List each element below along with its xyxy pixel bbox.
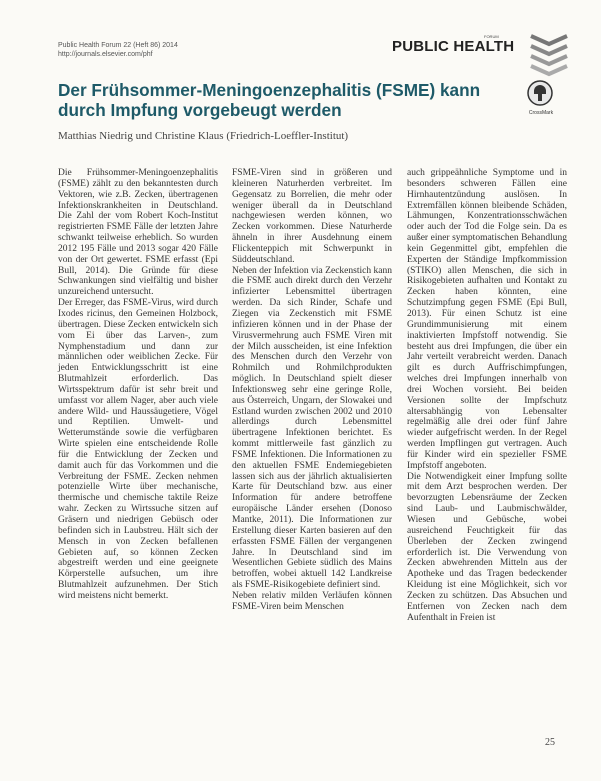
paragraph: auch grippeähnliche Symptome und in besonders schweren Fällen eine Hirnhautentzündung auslösen. In Extremfällen können bleibende Schäden, Lähmungen, Konzentrationsschwächen oder auch der Tod die Folge sein. Da es außer einer symptomatischen Behandlung kein Gegenmittel gibt, empfehlen die Experten der Ständige Impfkommission (STIKO) allen Menschen, die sich in Risikogebieten aufhalten und Kontakt zu Zecken haben könnten, eine Schutzimpfung gegen FSME (Epi Bull, 2013). Für einen Schutz ist eine Grundimmunisierung mit einem inaktivierten Impfstoff notwendig. Sie besteht aus drei Impfungen, die über ein Jahr verteilt verabreicht werden. Danach gilt es durch Auffrischimpfungen, welches drei Impfungen innerhalb von drei Wochen vorsieht. Bei beiden Versionen sollte der Impfschutz altersabhängig von Lebensalter regelmäßig alle drei oder fünf Jahre wieder aufgefrischt werden. In der Regel werden Impflingen gut vertragen. Auch für Kinder wird ein spezieller FSME Impfstoff angeboten.	[407, 168, 567, 471]
paragraph: Die Frühsommer-Meningoenzephalitis (FSME) zählt zu den bekanntesten durch Vektoren, wie z.B. Zecken, übertragenen Infektionskrankheiten in Deutschland. Die Zahl der vom Robert Koch-Institut registrierten FSME Fälle der letzten Jahre schwankt teilweise erheblich. So wurden 2012 195 Fälle und 2013 sogar 420 Fälle von der Ort gewertet. FSME erfasst (Epi Bull, 2014). Die Gründe für diese Schwankungen sind vielfältig und bisher unzureichend untersucht.	[58, 168, 218, 298]
paragraph: Der Erreger, das FSME-Virus, wird durch Ixodes ricinus, den Gemeinen Holzbock, übertragen. Diese Zecken entwickeln sich vom Ei über das Larven-, zum Nymphenstadium und dann zur männlichen oder weiblichen Zecke. Für jeden Entwicklungsschritt ist eine Blutmahlzeit erforderlich. Das Wirtsspektrum dafür ist sehr breit und umfasst vor allem Nager, aber auch viele andere Wild- und Haussäugetiere, Vögel und Reptilien. Umwelt- und Wetterumstände sowie die verfügbaren Wirte spielen eine entscheidende Rolle für die Entwicklung der Zecken und damit auch für das Vorkommen und die Verbreitung der FSME. Zecken nehmen potenzielle Wirte über mechanische, thermische und chemische taktile Reize wahr. Zecken zu Wirtssuche sitzen auf Gräsern und niedrigen Gebüsch oder befinden sich in Laubstreu. Hält sich der Mensch in von Zecken befallenen Gebieten auf, so können Zecken abgestreift werden und eine geeignete Körperstelle aufsuchen, um ihre Blutmahlzeit aufzunehmen. Der Stich wird meistens nicht bemerkt.	[58, 298, 218, 601]
journal-url: http://journals.elsevier.com/phf	[58, 51, 153, 58]
page-number: 25	[545, 737, 555, 748]
article-title: Der Frühsommer-Meningoenzephalitis (FSME) kann durch Impfung vorgebeugt werden	[58, 80, 481, 120]
paragraph: FSME-Viren sind in größeren und kleineren Naturherden verbreitet. Im Gegensatz zu Borrelien, die mehr oder weniger überall da in Deutschland nachgewiesen werden können, wo Zecken vorkommen. Diese Naturherde ähneln in ihrer Ausdehnung einem Flickenteppich mit Schwerpunkt in Süddeutschland.	[232, 168, 392, 265]
article-authors: Matthias Niedrig und Christine Klaus (Friedrich-Loeffler-Institut)	[58, 130, 349, 142]
journal-brand-super: FORUM	[484, 34, 499, 39]
crossmark-caption: CrossMark	[528, 110, 554, 116]
journal-brand: PUBLIC HEALTH	[392, 38, 515, 55]
paragraph: Neben relativ milden Verläufen können FSME-Viren beim Menschen	[232, 590, 392, 612]
journal-citation: Public Health Forum 22 (Heft 86) 2014	[58, 42, 178, 49]
journal-header	[58, 41, 178, 59]
paragraph: Neben der Infektion via Zeckenstich kann die FSME auch direkt durch den Verzehr infizierter Lebensmittel übertragen werden. Da sich Rinder, Schafe und Ziegen via Zeckenstich mit FSME infizieren können und in der Phase der Virusvermehrung auch FSME Viren mit der Milch ausscheiden, ist eine Infektion des Menschen durch den Verzehr von Rohmilch und Rohmilchprodukten möglich. In Deutschland spielt dieser Infektionsweg sehr eine geringe Rolle, aus Österreich, Ungarn, der Slowakei und Estland wurden zwischen 2002 und 2010 allerdings durch Lebensmittel übertragene Infektionen berichtet. Es kommt mittlerweile fast gänzlich zu FSME Infektionen. Die Informationen zu den aktuellen FSME Endemiegebieten lassen sich aus der jährlich aktualisierten Karte für Deutschland bzw. aus einer Information für andere betroffene europäische Länder ersehen (Donoso Mantke, 2011). Die Informationen zur Erstellung dieser Karten basieren auf den erfassten FSME Fällen der vergangenen Jahre. In Deutschland sind im Wesentlichen Gebiete südlich des Mains betroffen, wobei aktuell 142 Landkreise als FSME-Risikogebiete definiert sind.	[232, 265, 392, 591]
paragraph: Die Notwendigkeit einer Impfung sollte mit dem Arzt besprochen werden. Der bevorzugten Lebensräume der Zecken sind Laub- und Laubmischwälder, Wiesen und Gebüsche, wobei ausreichend Feuchtigkeit für das Überleben der Zecken zwingend erforderlich ist. Die Verwendung von Zecken abwehrenden Mitteln aus der Apotheke und das Tragen bedeckender Kleidung ist eine Möglichkeit, sich vor Zecken zu schützen. Das Absuchen und Entfernen von Zecken nach dem Aufenthalt in Freien ist	[407, 471, 567, 623]
text-column-3	[407, 168, 567, 623]
text-column-2	[232, 168, 392, 613]
text-column-1	[58, 168, 218, 602]
journal-logo-icon	[527, 30, 571, 78]
crossmark-icon[interactable]	[527, 80, 553, 106]
